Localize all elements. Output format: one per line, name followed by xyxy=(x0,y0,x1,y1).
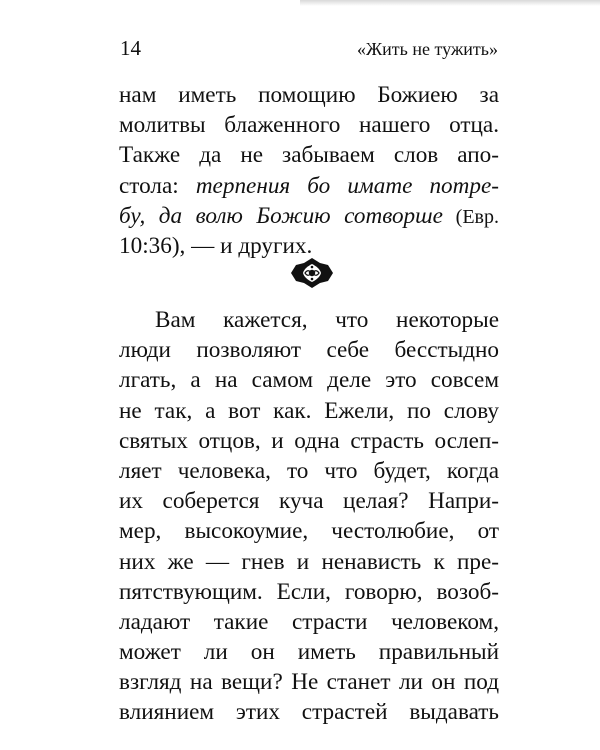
paragraph-continued xyxy=(119,80,499,261)
text-line: святых отцов, и одна страсть ослеп- xyxy=(119,427,499,454)
text-line: влиянием этих страстей выдавать xyxy=(119,699,499,726)
text-line: нам иметь помощию Божиею за xyxy=(119,82,499,108)
text-line: мер, высокоумие, честолюбие, от xyxy=(119,518,499,545)
ornamental-divider-icon xyxy=(290,257,334,289)
text-line xyxy=(119,171,499,201)
text-line: 10:36), — и других. xyxy=(119,232,313,259)
text-line: может ли он иметь правильный xyxy=(119,639,499,666)
scripture-quote: терпения бо имате потре- xyxy=(195,172,499,199)
scripture-quote: бу, да волю Божию сотворше xyxy=(119,202,443,229)
text-line: не так, а вот как. Ежели, по слову xyxy=(119,397,499,424)
text-segment: стола: xyxy=(119,172,196,199)
text-line: молитвы блаженного нашего отца. xyxy=(119,112,499,139)
text-line: ляет человека, то что будет, когда xyxy=(119,457,499,484)
scripture-reference: (Евр. xyxy=(442,205,499,228)
text-line: взгляд на вещи? Не станет ли он под xyxy=(119,669,499,696)
text-line xyxy=(119,201,499,231)
paragraph-main xyxy=(119,305,499,728)
running-title: «Жить не тужить» xyxy=(357,39,498,59)
text-line: них же — гнев и ненависть к пре- xyxy=(119,548,499,575)
text-line: лгать, а на самом деле это совсем xyxy=(119,367,499,394)
text-line: их соберется куча целая? Напри- xyxy=(119,488,499,515)
text-line: ладают такие страсти человеком, xyxy=(119,608,499,635)
page-number: 14 xyxy=(120,36,141,60)
text-line: пятствующим. Если, говорю, возоб- xyxy=(119,578,499,605)
page-header xyxy=(120,36,498,62)
text-line: Также да не забываем слов апо- xyxy=(119,142,499,169)
scan-shadow xyxy=(300,0,600,6)
text-line: Вам кажется, что некоторые xyxy=(155,307,499,333)
text-line: люди позволяют себе бесстыдно xyxy=(119,337,499,364)
